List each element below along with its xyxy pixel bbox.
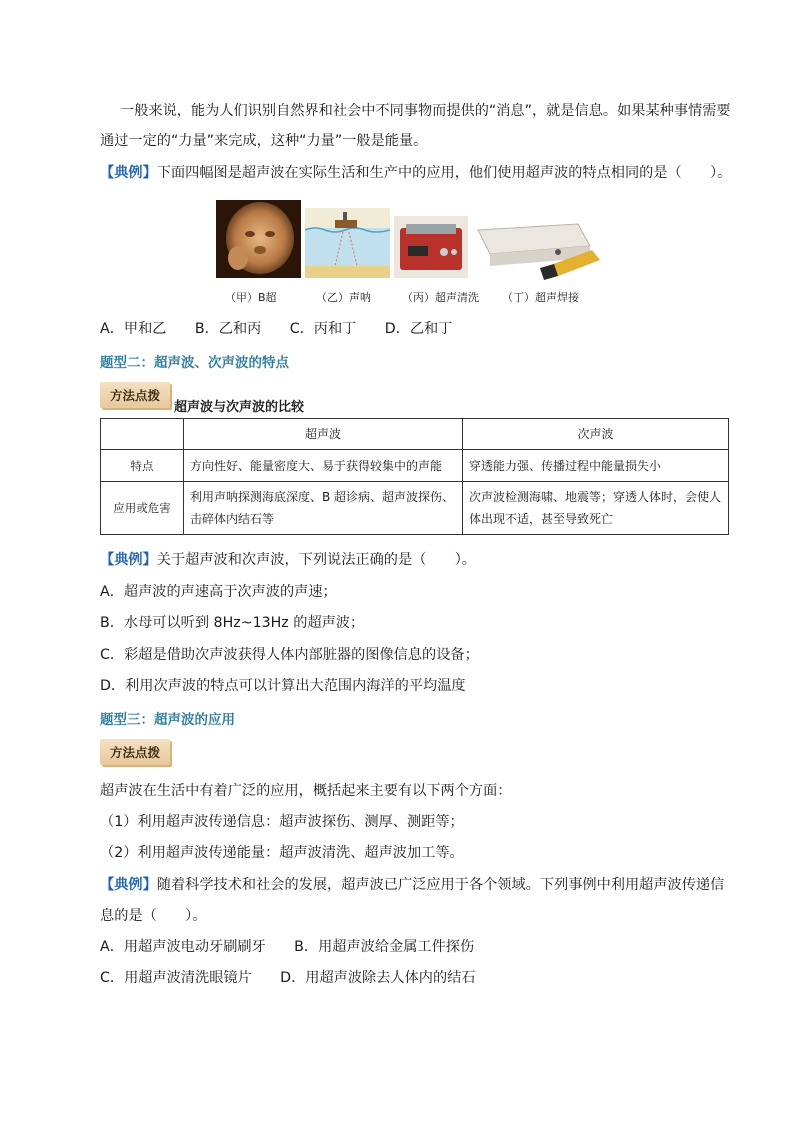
table-cell: 方向性好、能量密度大、易于获得较集中的声能 bbox=[184, 450, 463, 482]
caption-bing: （丙）超声清洗 bbox=[402, 291, 479, 304]
example2-option-c: C．彩超是借助次声波获得人体内部脏器的图像信息的设备； bbox=[100, 647, 479, 663]
table-cell bbox=[463, 482, 729, 535]
method-label: 方法点拨 bbox=[100, 739, 170, 765]
example-tag: 【典例】 bbox=[100, 552, 157, 568]
intro-line-1: 一般来说，能为人们识别自然界和社会中不同事物而提供的“消息”，就是信息。如果某种事情需要 bbox=[120, 103, 731, 119]
table-header-row bbox=[101, 419, 729, 450]
ultrasonic-welder-image bbox=[474, 214, 604, 282]
section3-text-2: （1）利用超声波传递信息：超声波探伤、测厚、测距等； bbox=[100, 814, 464, 830]
example3-question-line-2: 息的是（ ）。 bbox=[100, 908, 207, 924]
method-label: 方法点拨 bbox=[100, 382, 170, 408]
example1-question-line bbox=[100, 163, 731, 183]
table-cell-line: 击碎体内结石等 bbox=[190, 512, 275, 526]
section2-heading: 题型二：超声波、次声波的特点 bbox=[100, 355, 289, 371]
example2-question: 关于超声波和次声波，下列说法正确的是（ ）。 bbox=[156, 552, 476, 568]
table-header-cell: 次声波 bbox=[463, 419, 729, 450]
example2-option-b: B．水母可以听到 8Hz~13Hz 的超声波； bbox=[100, 615, 365, 631]
caption-ding: （丁）超声焊接 bbox=[502, 291, 579, 304]
table-row-label: 特点 bbox=[101, 450, 184, 482]
table-cell bbox=[184, 482, 463, 535]
caption-jia: （甲）B超 bbox=[225, 291, 277, 304]
ultrasonic-cleaner-image bbox=[394, 216, 468, 278]
example2-option-d: D．利用次声波的特点可以计算出大范围内海洋的平均温度 bbox=[100, 678, 466, 694]
example-tag: 【典例】 bbox=[100, 165, 157, 181]
table-row bbox=[101, 482, 729, 535]
intro-line-2: 通过一定的“力量”来完成，这种“力量”一般是能量。 bbox=[100, 133, 428, 149]
sonar-image bbox=[305, 208, 390, 278]
example3-options-cd: C．用超声波清洗眼镜片 D．用超声波除去人体内的结石 bbox=[100, 970, 476, 986]
table-header-cell: 超声波 bbox=[184, 419, 463, 450]
section3-text-1: 超声波在生活中有着广泛的应用，概括起来主要有以下两个方面： bbox=[100, 783, 512, 799]
caption-yi: （乙）声呐 bbox=[316, 291, 371, 304]
example1-options: A．甲和乙 B．乙和丙 C．丙和丁 D．乙和丁 bbox=[100, 321, 453, 337]
section3-heading: 题型三：超声波的应用 bbox=[100, 712, 235, 728]
example3-options-ab: A．用超声波电动牙刷刷牙 B．用超声波给金属工件探伤 bbox=[100, 939, 475, 955]
example3-question: 随着科学技术和社会的发展，超声波已广泛应用于各个领域。下列事例中利用超声波传递信 bbox=[156, 877, 725, 893]
section3-text-3: （2）利用超声波传递能量：超声波清洗、超声波加工等。 bbox=[100, 845, 464, 861]
table-cell: 穿透能力强、传播过程中能量损失小 bbox=[463, 450, 729, 482]
example3-question-line-1 bbox=[100, 875, 724, 895]
example2-option-a: A．超声波的声速高于次声波的声速； bbox=[100, 584, 337, 600]
example-tag: 【典例】 bbox=[100, 877, 157, 893]
example1-question: 下面四幅图是超声波在实际生活和生产中的应用，他们使用超声波的特点相同的是（ ）。 bbox=[156, 165, 732, 181]
table-title: 超声波与次声波的比较 bbox=[174, 400, 305, 415]
table-cell-line: 体出现不适，甚至导致死亡 bbox=[469, 512, 614, 526]
table-cell-line: 利用声呐探测海底深度、B 超诊病、超声波探伤、 bbox=[190, 490, 455, 504]
table-header-cell bbox=[101, 419, 184, 450]
table-row bbox=[101, 450, 729, 482]
ultrasound-fetus-image bbox=[216, 200, 301, 278]
example2-question-line bbox=[100, 550, 476, 570]
table-cell-line: 次声波检测海啸、地震等；穿透人体时，会使人 bbox=[469, 490, 722, 504]
table-row-label: 应用或危害 bbox=[101, 482, 184, 535]
comparison-table bbox=[100, 418, 729, 535]
